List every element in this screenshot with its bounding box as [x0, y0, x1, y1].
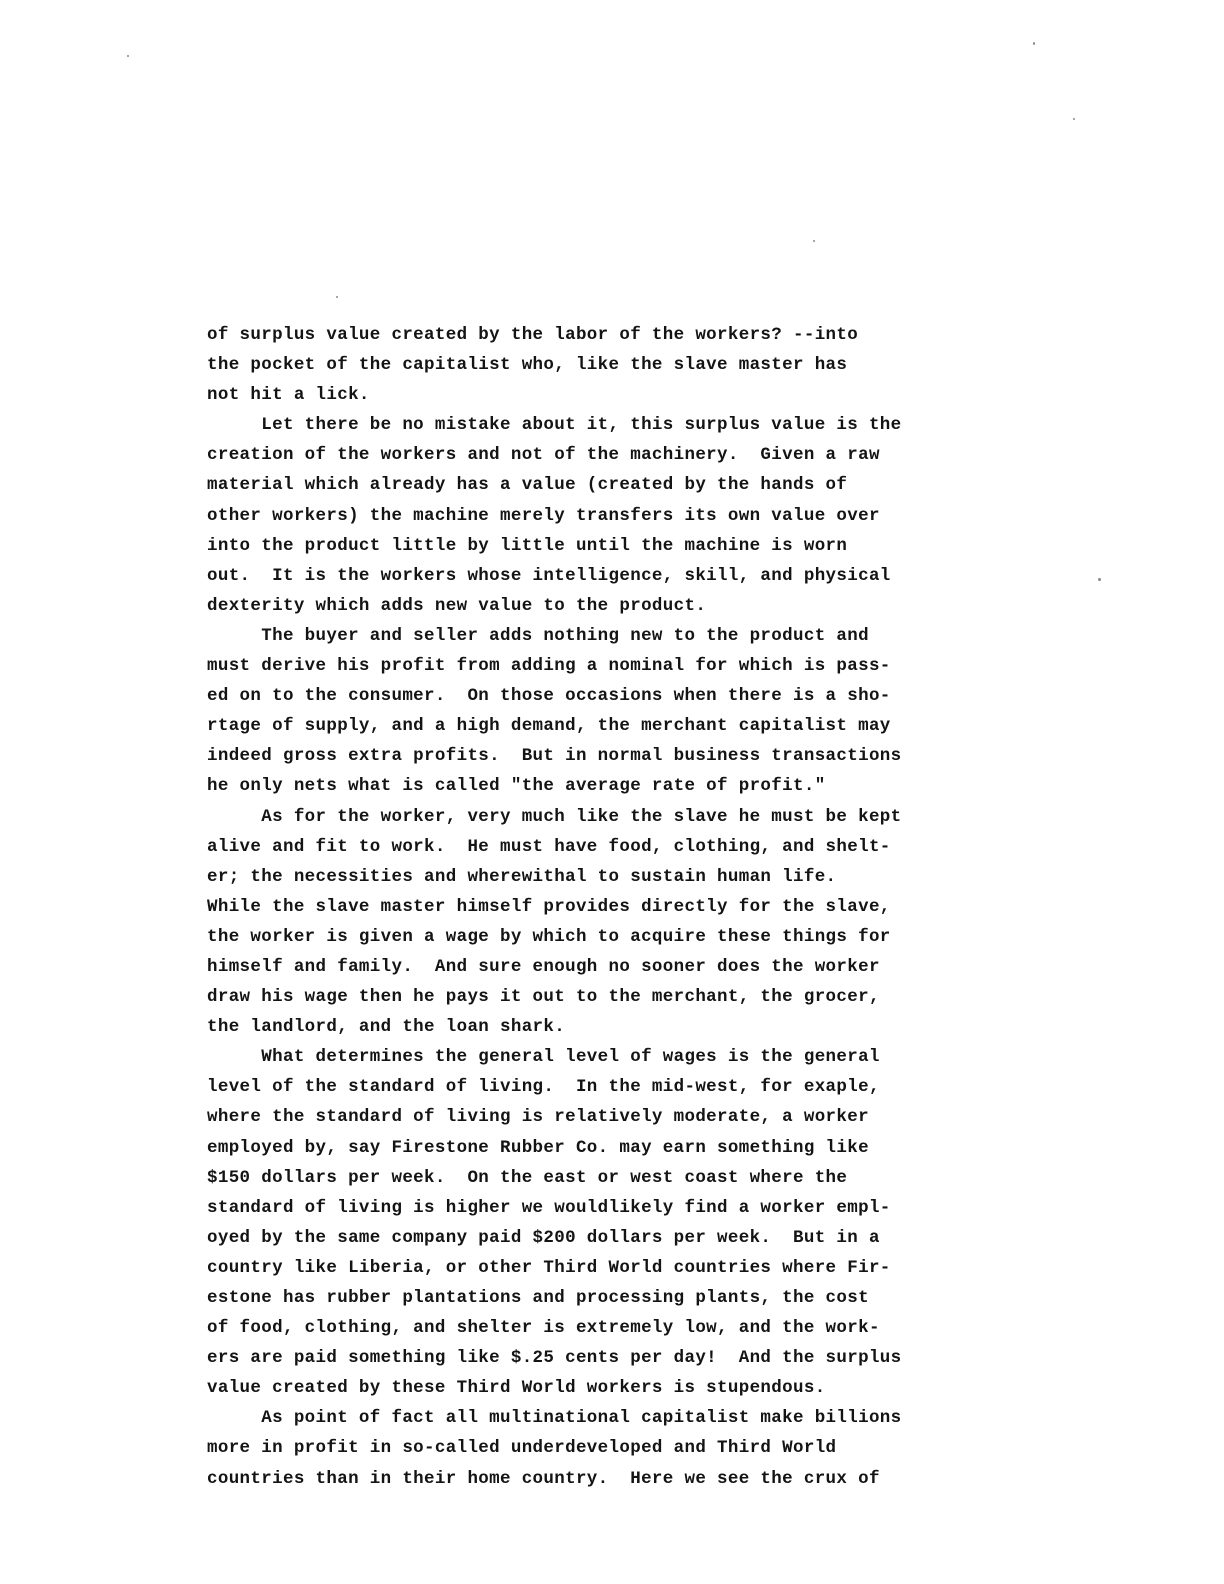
text-line: countries than in their home country. Here we see the crux of [207, 1468, 880, 1489]
text-line: more in profit in so-called underdeveloped and Third World [207, 1438, 837, 1459]
text-line: the worker is given a wage by which to acquire these things for [207, 926, 891, 947]
text-line: must derive his profit from adding a nominal for which is pass- [207, 656, 891, 677]
text-line: the pocket of the capitalist who, like the slave master has [207, 355, 848, 376]
text-line: where the standard of living is relatively moderate, a worker [207, 1107, 869, 1128]
text-line: himself and family. And sure enough no sooner does the worker [207, 956, 880, 977]
scan-speck [336, 296, 338, 298]
scan-speck [127, 55, 129, 57]
text-line: of food, clothing, and shelter is extremely low, and the work- [207, 1318, 880, 1339]
text-line: country like Liberia, or other Third World countries where Fir- [207, 1257, 891, 1278]
text-line: employed by, say Firestone Rubber Co. may earn something like [207, 1137, 869, 1158]
text-line: $150 dollars per week. On the east or west coast where the [207, 1167, 848, 1188]
text-line: creation of the workers and not of the machinery. Given a raw [207, 445, 880, 466]
text-line: Let there be no mistake about it, this surplus value is the [207, 415, 902, 436]
text-line: draw his wage then he pays it out to the merchant, the grocer, [207, 987, 880, 1008]
text-line: oyed by the same company paid $200 dollars per week. But in a [207, 1227, 880, 1248]
text-line: value created by these Third World workers is stupendous. [207, 1378, 826, 1399]
scan-speck [1073, 118, 1075, 120]
text-line: alive and fit to work. He must have food, clothing, and shelt- [207, 836, 891, 857]
text-line: estone has rubber plantations and processing plants, the cost [207, 1288, 869, 1308]
text-line: As for the worker, very much like the slave he must be kept [207, 806, 902, 827]
text-line: rtage of supply, and a high demand, the merchant capitalist may [207, 716, 891, 737]
scan-speck [1033, 42, 1035, 45]
text-line: into the product little by little until the machine is worn [207, 535, 848, 556]
text-line: not hit a lick. [207, 385, 370, 406]
text-line: er; the necessities and wherewithal to sustain human life. [207, 866, 837, 887]
text-line: As point of fact all multinational capitalist make billions [207, 1408, 902, 1429]
scan-speck [813, 240, 815, 242]
scan-speck [1098, 578, 1101, 581]
text-line: standard of living is higher we wouldlikely find a worker empl- [207, 1197, 891, 1218]
text-line: dexterity which adds new value to the product. [207, 595, 707, 616]
text-line: ers are paid something like $.25 cents per day! And the surplus [207, 1348, 902, 1369]
text-line: While the slave master himself provides directly for the slave, [207, 896, 891, 917]
text-line: The buyer and seller adds nothing new to the product and [207, 625, 869, 646]
text-line: he only nets what is called "the average rate of profit." [207, 776, 826, 797]
text-line: the landlord, and the loan shark. [207, 1017, 566, 1038]
text-line: out. It is the workers whose intelligence, skill, and physical [207, 565, 891, 586]
text-line: indeed gross extra profits. But in normal business transactions [207, 746, 902, 767]
text-line: What determines the general level of wages is the general [207, 1047, 880, 1068]
text-line: level of the standard of living. In the mid-west, for exaple, [207, 1077, 880, 1098]
text-line: ed on to the consumer. On those occasions when there is a sho- [207, 686, 891, 707]
text-line: of surplus value created by the labor of the workers? --into [207, 325, 859, 345]
text-line: other workers) the machine merely transfers its own value over [207, 505, 880, 526]
typed-text-body [207, 320, 947, 1494]
text-line: material which already has a value (created by the hands of [207, 475, 848, 496]
